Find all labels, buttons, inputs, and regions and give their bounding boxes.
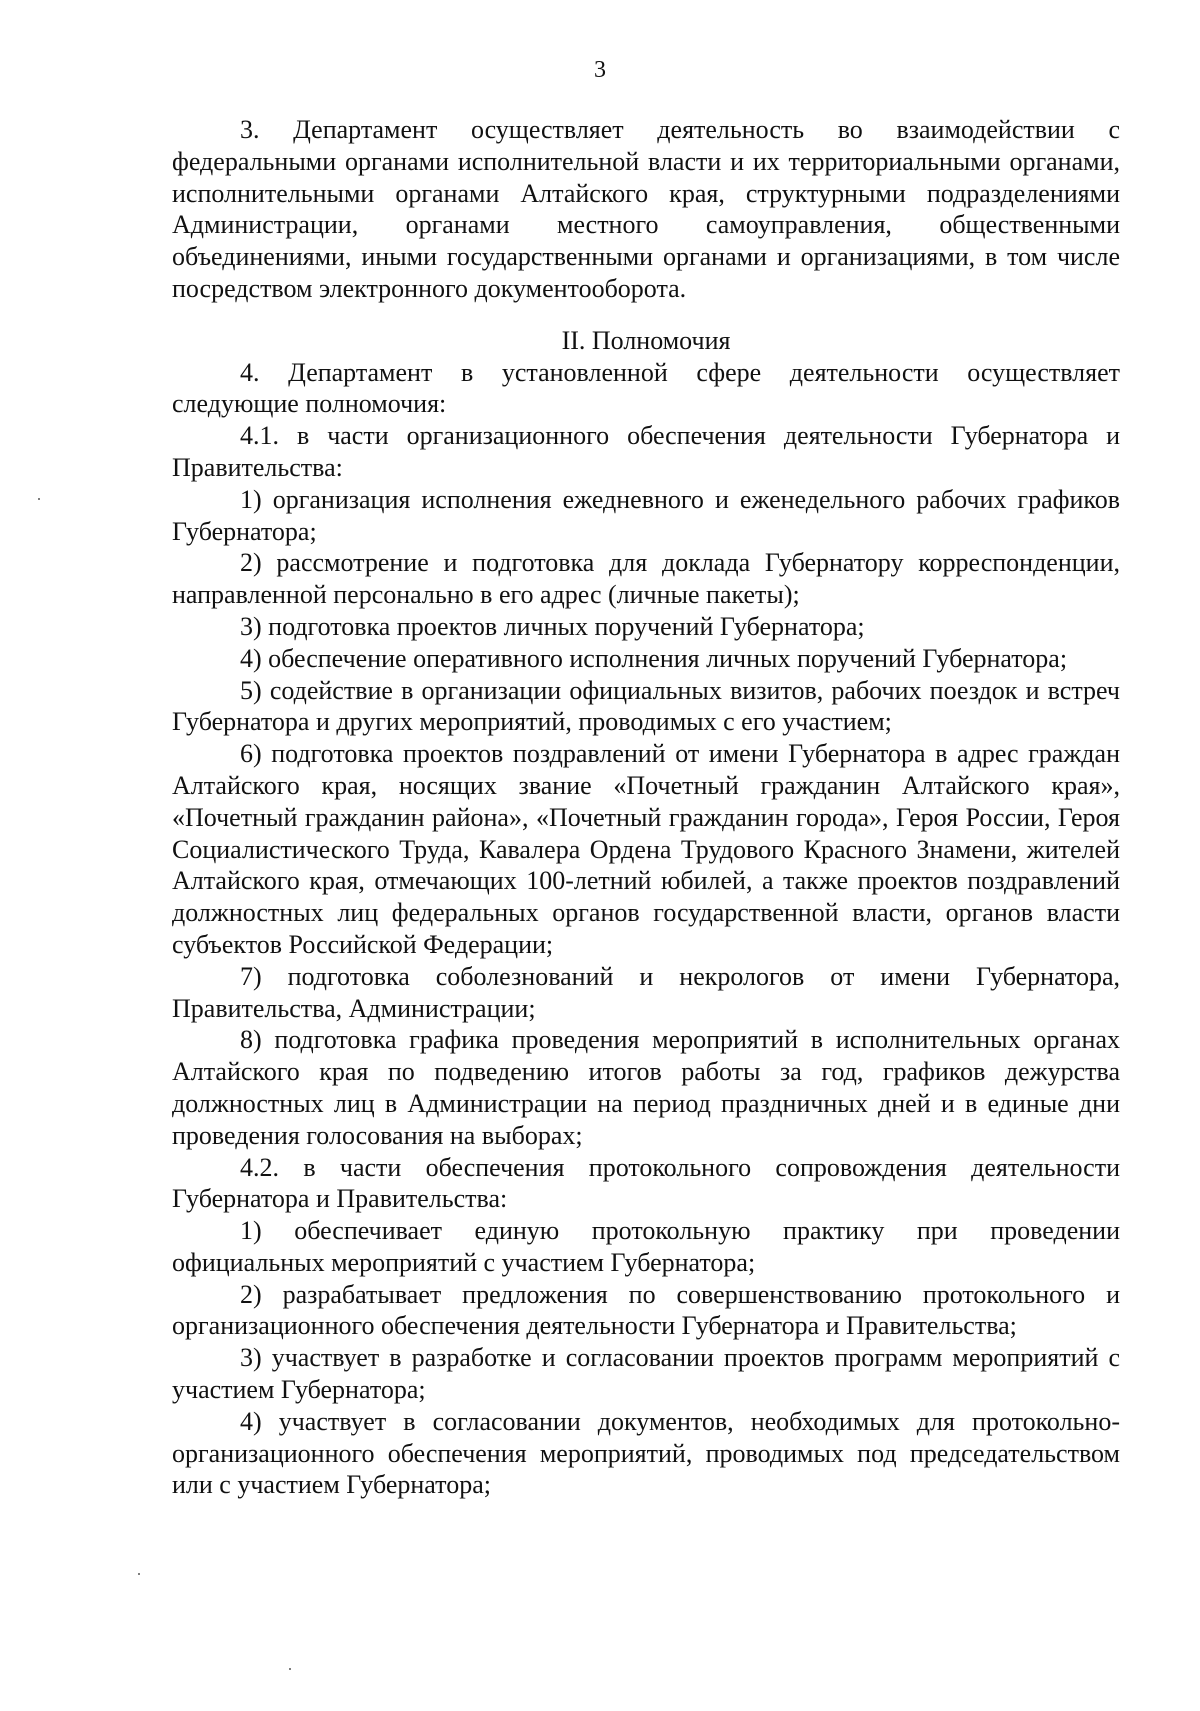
list-item: 7) подготовка соболезнований и некрологов от имени Губернатора, Правительства, Администрации; [172, 961, 1120, 1023]
list-item: 5) содействие в организации официальных визитов, рабочих поездок и встреч Губернатора и других мероприятий, проводимых с его участием; [172, 675, 1120, 737]
paragraph: 3. Департамент осуществляет деятельность во взаимодействии с федеральными органами исполнительной власти и их территориальными органами, исполнительными органами Алтайского края, структурными подразделениями Администрации, органами местного самоуправления, общественными объединениями, иными государственными органами и организациями, в том числе посредством электронного документооборота. [172, 115, 1120, 303]
scan-speck [38, 498, 40, 500]
list-item: 1) организация исполнения ежедневного и еженедельного рабочих графиков Губернатора; [172, 484, 1120, 546]
scan-speck [289, 1668, 291, 1670]
section-heading: II. Полномочия [561, 325, 731, 355]
page-number: 3 [594, 57, 606, 83]
scan-speck [138, 1573, 140, 1575]
document-body [172, 114, 1120, 1501]
paragraph: 4.1. в части организационного обеспечения деятельности Губернатора и Правительства: [172, 421, 1120, 482]
list-item: 3) подготовка проектов личных поручений Губернатора; [240, 611, 865, 641]
list-item: 6) подготовка проектов поздравлений от имени Губернатора в адрес граждан Алтайского края, носящих звание «Почетный гражданин Алтайского края», «Почетный гражданин района», «Почетный гражданин города», Героя России, Героя Социалистического Труда, Кавалера Ордена Трудового Красного Знамени, жителей Алтайского края, отмечающих 100-летний юбилей, а также проектов поздравлений должностных лиц федеральных органов государственной власти, органов власти субъектов Российской Федерации; [172, 739, 1120, 959]
list-item: 1) обеспечивает единую протокольную практику при проведении официальных мероприятий с участием Губернатора; [172, 1216, 1120, 1277]
paragraph: 4.2. в части обеспечения протокольного сопровождения деятельности Губернатора и Правительства: [172, 1152, 1120, 1214]
paragraph: 4. Департамент в установленной сфере деятельности осуществляет следующие полномочия: [172, 357, 1120, 419]
list-item: 4) участвует в согласовании документов, необходимых для протокольно-организационного обеспечения мероприятий, проводимых под председательством или с участием Губернатора; [172, 1406, 1120, 1500]
list-item: 3) участвует в разработке и согласовании проектов программ мероприятий с участием Губернатора; [172, 1343, 1120, 1405]
list-item: 2) рассмотрение и подготовка для доклада Губернатору корреспонденции, направленной персонально в его адрес (личные пакеты); [172, 548, 1120, 610]
list-item: 4) обеспечение оперативного исполнения личных поручений Губернатора; [240, 643, 1068, 673]
list-item: 8) подготовка графика проведения мероприятий в исполнительных органах Алтайского края по подведению итогов работы за год, графиков дежурства должностных лиц в Администрации на период праздничных дней и в единые дни проведения голосования на выборах; [172, 1025, 1120, 1150]
list-item: 2) разрабатывает предложения по совершенствованию протокольного и организационного обеспечения деятельности Губернатора и Правительства; [172, 1279, 1120, 1341]
